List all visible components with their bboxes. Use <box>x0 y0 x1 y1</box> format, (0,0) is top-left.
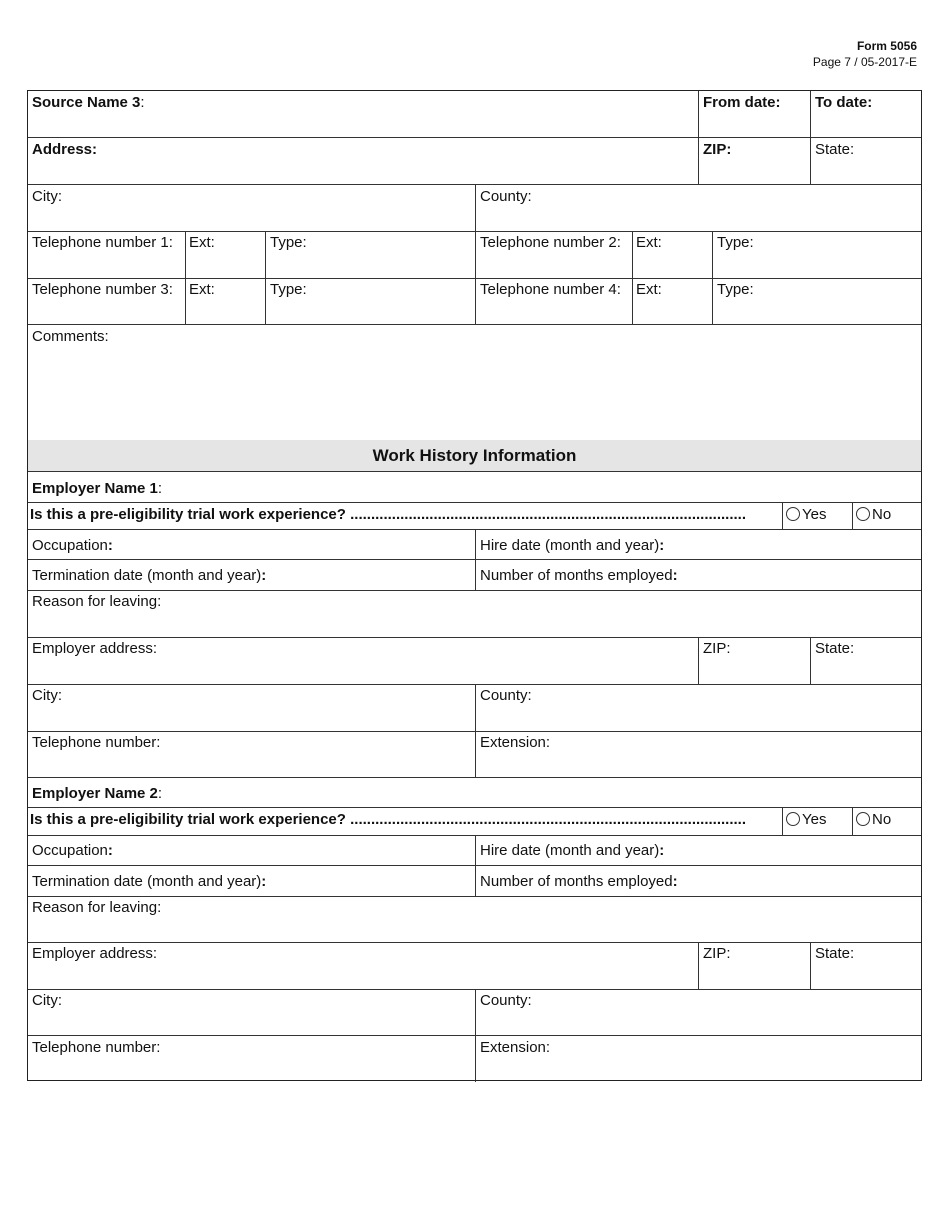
employer-2-occupation-label: Occupation <box>32 842 108 859</box>
employer-2-occupation-field[interactable] <box>32 842 113 860</box>
employer-2-hire-date-colon: : <box>659 842 665 859</box>
work-history-title: Work History Information <box>372 446 577 465</box>
employer-2-name-colon: : <box>157 785 163 802</box>
form-number: Form 5056 <box>856 39 917 53</box>
employer-1-state-field[interactable]: State: <box>815 640 855 657</box>
employer-1-zip-field[interactable]: ZIP: <box>703 640 731 657</box>
from-date-field[interactable]: From date: <box>703 94 781 111</box>
employer-1-name-field[interactable] <box>32 480 162 498</box>
source-name-label: Source Name 3 <box>32 94 141 111</box>
employer-1-no-radio[interactable] <box>856 507 870 521</box>
employer-1-name-colon: : <box>157 480 163 497</box>
employer-1-months-employed-label: Number of months employed <box>480 567 673 584</box>
employer-2-yes-option[interactable] <box>786 811 826 829</box>
employer-1-termination-date-field[interactable] <box>32 567 266 585</box>
employer-2-extension-field[interactable]: Extension: <box>480 1039 551 1056</box>
comments-field[interactable]: Comments: <box>32 328 109 345</box>
employer-2-city-field[interactable]: City: <box>32 992 62 1009</box>
source-state-field[interactable]: State: <box>815 141 855 158</box>
telephone-2-ext-field[interactable]: Ext: <box>636 234 662 251</box>
employer-1-extension-field[interactable]: Extension: <box>480 734 551 751</box>
employer-1-no-option[interactable] <box>856 506 891 524</box>
telephone-3-ext-field[interactable]: Ext: <box>189 281 215 298</box>
employer-2-yes-label: Yes <box>802 811 827 828</box>
employer-2-months-employed-field[interactable] <box>480 873 678 891</box>
source-name-colon: : <box>140 94 145 111</box>
employer-1-termination-date-label: Termination date (month and year) <box>32 567 262 584</box>
employer-2-months-employed-label: Number of months employed <box>480 873 673 890</box>
employer-2-state-field[interactable]: State: <box>815 945 855 962</box>
employer-2-hire-date-field[interactable] <box>480 842 664 860</box>
employer-1-county-field[interactable]: County: <box>480 687 532 704</box>
employer-2-name-field[interactable] <box>32 785 162 803</box>
telephone-4-type-field[interactable]: Type: <box>717 281 754 298</box>
form-table <box>27 90 922 1081</box>
employer-2-months-employed-colon: : <box>672 873 678 890</box>
telephone-1-ext-field[interactable]: Ext: <box>189 234 215 251</box>
employer-1-occupation-field[interactable] <box>32 537 113 555</box>
employer-1-hire-date-colon: : <box>659 537 665 554</box>
employer-2-termination-date-colon: : <box>261 873 267 890</box>
source-city-field[interactable]: City: <box>32 188 62 205</box>
employer-1-telephone-field[interactable]: Telephone number: <box>32 734 161 751</box>
employer-2-termination-date-field[interactable] <box>32 873 266 891</box>
employer-1-reason-field[interactable]: Reason for leaving: <box>32 593 162 610</box>
employer-2-reason-field[interactable]: Reason for leaving: <box>32 899 162 916</box>
source-address-field[interactable]: Address: <box>32 141 98 158</box>
employer-2-no-option[interactable] <box>856 811 891 829</box>
employer-1-hire-date-label: Hire date (month and year) <box>480 537 660 554</box>
telephone-4-ext-field[interactable]: Ext: <box>636 281 662 298</box>
employer-2-address-field[interactable]: Employer address: <box>32 945 158 962</box>
employer-1-name-label: Employer Name 1 <box>32 480 158 497</box>
to-date-field[interactable]: To date: <box>815 94 873 111</box>
employer-2-zip-field[interactable]: ZIP: <box>703 945 731 962</box>
source-county-field[interactable]: County: <box>480 188 532 205</box>
employer-2-telephone-field[interactable]: Telephone number: <box>32 1039 161 1056</box>
employer-1-hire-date-field[interactable] <box>480 537 664 555</box>
employer-2-name-label: Employer Name 2 <box>32 785 158 802</box>
employer-2-county-field[interactable]: County: <box>480 992 532 1009</box>
employer-1-no-label: No <box>872 506 892 523</box>
employer-1-address-field[interactable]: Employer address: <box>32 640 158 657</box>
employer-2-yes-radio[interactable] <box>786 812 800 826</box>
telephone-3-field[interactable]: Telephone number 3: <box>32 281 173 298</box>
employer-1-city-field[interactable]: City: <box>32 687 62 704</box>
employer-1-months-employed-field[interactable] <box>480 567 678 585</box>
employer-2-no-radio[interactable] <box>856 812 870 826</box>
telephone-4-field[interactable]: Telephone number 4: <box>480 281 621 298</box>
telephone-3-type-field[interactable]: Type: <box>270 281 307 298</box>
employer-1-occupation-label: Occupation <box>32 537 108 554</box>
source-name-field[interactable] <box>32 94 145 112</box>
employer-2-trial-question: Is this a pre-eligibility trial work experience? ............................................................................................... <box>30 811 747 828</box>
page-number: Page 7 / 05-2017-E <box>812 55 917 69</box>
telephone-1-type-field[interactable]: Type: <box>270 234 307 251</box>
source-zip-field[interactable]: ZIP: <box>703 141 732 158</box>
employer-2-occupation-colon: : <box>107 842 113 859</box>
employer-1-occupation-colon: : <box>107 537 113 554</box>
employer-2-hire-date-label: Hire date (month and year) <box>480 842 660 859</box>
telephone-2-field[interactable]: Telephone number 2: <box>480 234 621 251</box>
employer-1-months-employed-colon: : <box>672 567 678 584</box>
employer-2-no-label: No <box>872 811 892 828</box>
employer-1-yes-radio[interactable] <box>786 507 800 521</box>
employer-1-trial-question: Is this a pre-eligibility trial work experience? ............................................................................................... <box>30 506 747 523</box>
telephone-1-field[interactable]: Telephone number 1: <box>32 234 173 251</box>
employer-1-termination-date-colon: : <box>261 567 267 584</box>
employer-2-termination-date-label: Termination date (month and year) <box>32 873 262 890</box>
employer-1-yes-option[interactable] <box>786 506 826 524</box>
form-header <box>813 38 917 70</box>
telephone-2-type-field[interactable]: Type: <box>717 234 754 251</box>
employer-1-yes-label: Yes <box>802 506 827 523</box>
